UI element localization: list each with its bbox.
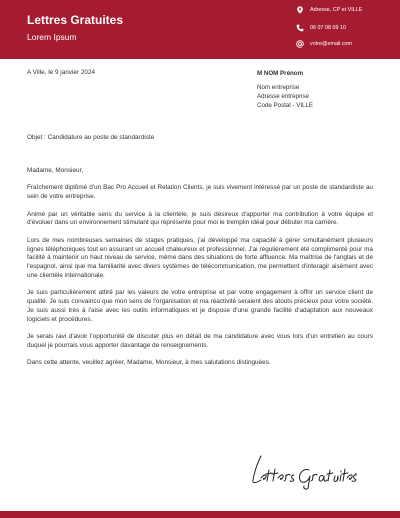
- at-sign-icon: [296, 40, 304, 48]
- recipient-address: Adresse entreprise: [257, 93, 309, 100]
- body-paragraph: Fraîchement diplômé d'un Bac Pro Accueil et Relation Clients, je suis vivement intéressé par un poste de standardiste au sein de votre entreprise.: [27, 184, 373, 201]
- contact-address: [296, 6, 362, 14]
- letter-body: [27, 167, 373, 377]
- contact-email-text: votre@email.com: [310, 41, 353, 47]
- body-paragraph: Lors de mes nombreuses semaines de stages pratiques, j'ai développé ma capacité à gérer simultanément plusieurs lignes téléphoniques tout en assurant un accueil chaleureux et professionnel. J'ai régulièrement été complimenté pour ma facilité à maintenir un haut niveau de service, même dans des situations de forte affluence. Ma maîtrise de l'anglais et de l'espagnol, ainsi que ma familiarité avec divers systèmes de télécommunication, me permettent d'interagir aisément avec une clientèle internationale.: [27, 236, 373, 279]
- closing-line: Dans cette attente, veuillez agréer, Madame, Monsieur, à mes salutations distinguées.: [27, 359, 271, 367]
- contact-phone-text: 06 07 08 09 10: [310, 25, 346, 31]
- sender-name: Lettres Gratuites: [27, 13, 124, 27]
- date-line: A Ville, le 9 janvier 2024: [27, 69, 96, 76]
- recipient-block: [257, 69, 313, 110]
- body-paragraph: Je serais ravi d'avoir l'opportunité de discuter plus en détail de ma candidature avec vous lors d'un entretien au cours duquel je pourrais vous apporter davantage de renseignements.: [27, 333, 373, 349]
- body-paragraph: Je suis particulièrement attiré par les valeurs de votre entreprise et par votre engagement à offrir un service client de qualité. Je suis convaincu que mon sens de l'organisation et ma réactivité seraient des atouts précieux pour votre société. Je suis aussi très à l'aise avec les outils informatiques et je dispose d'une grande facilité d'adaptation aux nouveaux logiciels et procédures.: [27, 289, 373, 323]
- handwritten-signature: [247, 450, 357, 490]
- body-paragraph: Animé par un véritable sens du service à la clientèle, je suis désireux d'apporter ma contribution à votre équipe et d'évoluer dans un environnement stimulant qui représente pour moi le tremplin idéal pour débuter ma carrière.: [27, 210, 373, 227]
- recipient-city: Code Postal - VILLE: [257, 102, 314, 109]
- contact-address-text: Adresse, CP et VILLE: [310, 7, 363, 13]
- phone-icon: [296, 24, 304, 32]
- letter-header: [0, 0, 400, 59]
- recipient-company: Nom entreprise: [257, 84, 300, 91]
- contact-phone: [296, 24, 346, 32]
- contact-email: [296, 40, 352, 48]
- footer-bar: [0, 511, 400, 518]
- sender-subtitle: Lorem Ipsum: [27, 32, 77, 42]
- recipient-name: M NOM Prénom: [257, 70, 304, 77]
- location-pin-icon: [296, 6, 304, 14]
- letter-object: Objet : Candidature au poste de standardiste: [27, 134, 155, 141]
- greeting: Madame, Monsieur,: [27, 167, 84, 174]
